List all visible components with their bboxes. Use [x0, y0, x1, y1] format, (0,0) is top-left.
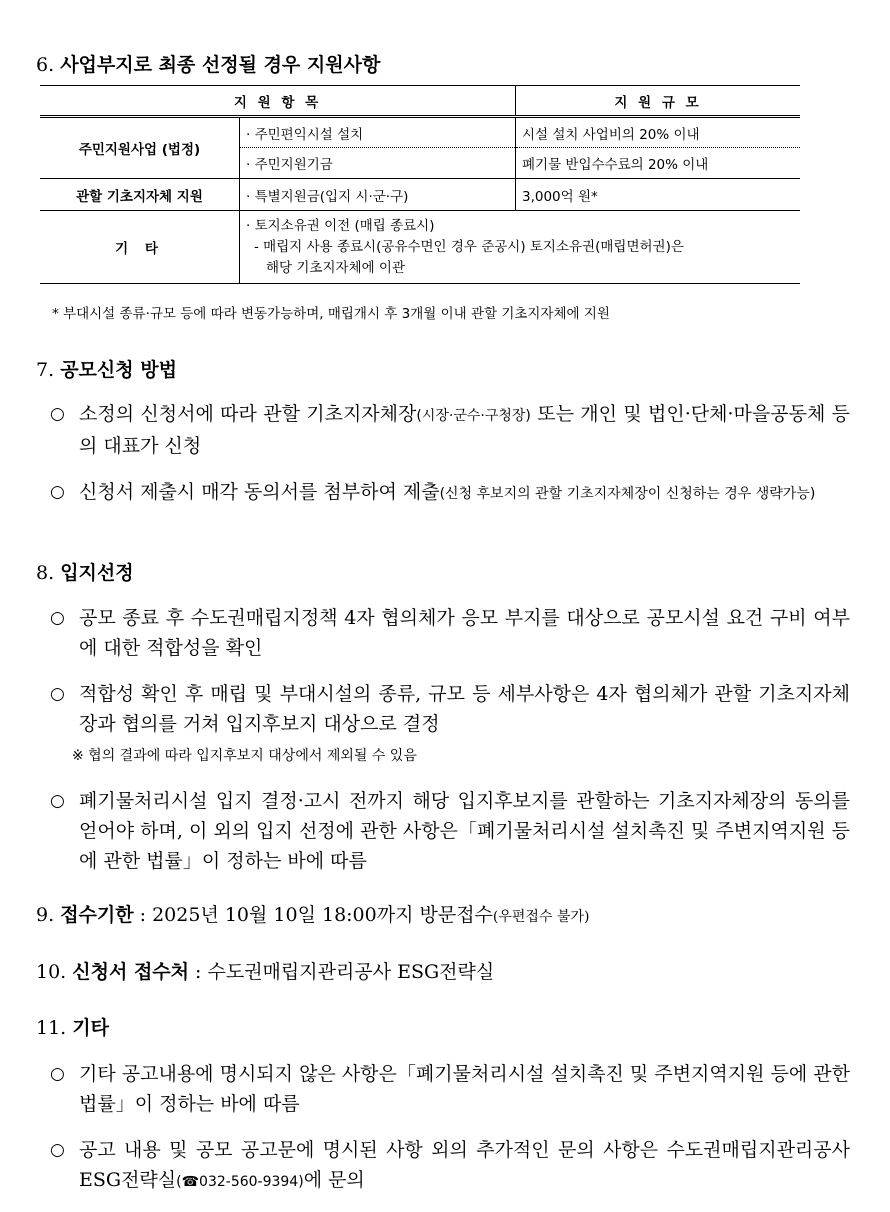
bullet-text: 소정의 신청서에 따라 관할 기초지자체장 [79, 403, 417, 425]
bullet-text: 공모 종료 후 수도권매립지정책 4자 협의체가 응모 부지를 대상으로 공모시설 요건 구비 여부에 대한 적합성을 확인 [79, 607, 850, 659]
bullet-text: 기타 공고내용에 명시되지 않은 사항은「폐기물처리시설 설치촉진 및 주변지역지원 등에 관한 법률」이 정하는 바에 따름 [79, 1063, 850, 1115]
phone-note: (☎032-560-9394) [176, 1174, 304, 1190]
list-item [50, 399, 850, 461]
list-item [50, 603, 850, 663]
table-row [40, 179, 800, 211]
row-scale: 3,000억 원* [516, 179, 801, 211]
other-line: - 매립지 사용 종료시(공유수면인 경우 준공시) 토지소유권(매립면허권)은 [254, 238, 684, 255]
row-item: · 주민편익시설 설치 [240, 117, 516, 148]
section-8-heading: 8. 입지선정 [36, 562, 134, 584]
row-label: 주민지원사업 (법정) [40, 117, 240, 179]
section-9-heading: 9. 접수기한 : 2025년 10월 10일 18:00까지 방문접수(우편접수 불가) [36, 904, 590, 926]
table-header-row [40, 86, 800, 117]
bullet-mark: ○ [50, 1064, 65, 1084]
row-item: · 특별지원금(입지 시·군·구) [240, 179, 516, 211]
list-item [50, 786, 850, 876]
consultation-note: ※ 협의 결과에 따라 입지후보지 대상에서 제외될 수 있음 [72, 748, 417, 764]
bullet-text: 적합성 확인 후 매립 및 부대시설의 종류, 규모 등 세부사항은 4자 협의체가 관할 기초지자체장과 협의를 거쳐 입지후보지 대상으로 결정 [79, 683, 850, 735]
section-10-heading: 10. 신청서 접수처 : 수도권매립지관리공사 ESG전략실 [36, 961, 495, 983]
row-item: · 주민지원기금 [240, 148, 516, 179]
row-other-detail [240, 211, 801, 284]
table-footnote: * 부대시설 종류·규모 등에 따라 변동가능하며, 매립개시 후 3개월 이내 관할 기초지자체에 지원 [52, 306, 610, 322]
list-item [50, 477, 850, 509]
section-7-heading: 7. 공모신청 방법 [36, 359, 177, 381]
bullet-mark: ○ [50, 684, 65, 704]
bullet-text: 공고 내용 및 공모 공고문에 명시된 사항 외의 추가적인 문의 사항은 수도권매립지관리공사 ESG전략실 [79, 1139, 850, 1191]
list-item [50, 1059, 850, 1119]
header-support-scale: 지 원 규 모 [516, 86, 801, 117]
row-scale: 폐기물 반입수수료의 20% 이내 [516, 148, 801, 179]
other-line: 해당 기초지자체에 이관 [266, 259, 405, 276]
bullet-mark: ○ [50, 404, 65, 424]
row-label: 관할 기초지자체 지원 [40, 179, 240, 211]
section-11-heading: 11. 기타 [36, 1017, 109, 1039]
row-scale: 시설 설치 사업비의 20% 이내 [516, 117, 801, 148]
bullet-text-tail: 에 문의 [303, 1169, 365, 1191]
bullet-mark: ○ [50, 482, 65, 502]
bullet-mark: ○ [50, 791, 65, 811]
list-item [50, 1135, 850, 1197]
other-line: · 토지소유권 이전 (매립 종료시) [246, 217, 435, 234]
bullet-mark: ○ [50, 608, 65, 628]
bullet-text: 신청서 제출시 매각 동의서를 첨부하여 제출 [79, 481, 440, 503]
list-item [50, 679, 850, 739]
support-table [40, 85, 800, 284]
section-6-heading: 6. 사업부지로 최종 선정될 경우 지원사항 [36, 54, 381, 76]
submission-place-text: : 수도권매립지관리공사 ESG전략실 [189, 961, 495, 983]
table-row [40, 117, 800, 148]
bullet-mark: ○ [50, 1140, 65, 1160]
bullet-text: 폐기물처리시설 입지 결정·고시 전까지 해당 입지후보지를 관할하는 기초지자체장의 동의를 얻어야 하며, 이 외의 입지 선정에 관한 사항은「폐기물처리시설 설치촉진 및 주변지역지원 등에 관한 법률」이 정하는 바에 따름 [79, 790, 850, 872]
bullet-note: (신청 후보지의 관할 기초지자체장이 신청하는 경우 생략가능) [439, 486, 816, 502]
table-row [40, 211, 800, 284]
bullet-note: (시장·군수·구청장) [416, 408, 531, 424]
header-support-item: 지 원 항 목 [40, 86, 516, 117]
deadline-text: : 2025년 10월 10일 18:00까지 방문접수 [133, 904, 493, 926]
row-label: 기 타 [40, 211, 240, 284]
bullet-text-tail: 또는 개인 및 법인·단체·마을공동체 등의 대표가 신청 [79, 403, 850, 457]
deadline-note: (우편접수 불가) [492, 909, 590, 925]
